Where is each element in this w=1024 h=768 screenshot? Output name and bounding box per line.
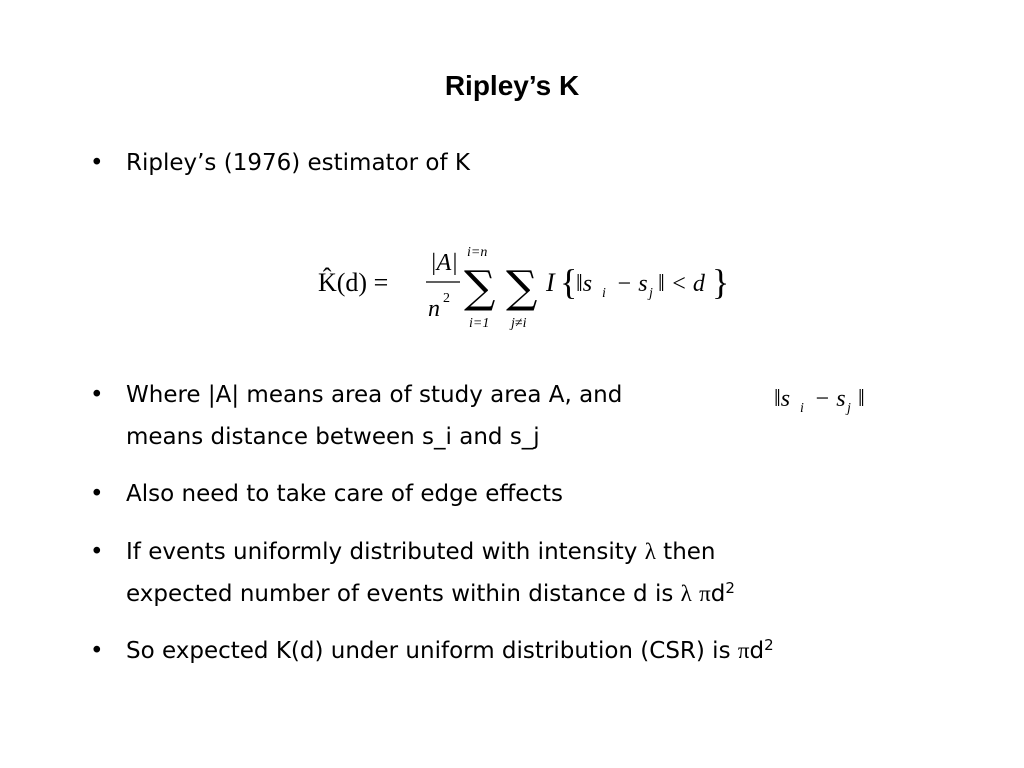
bullet-text-part: expected number of events within distance d is — [126, 581, 674, 607]
s-i-subscript: i — [602, 286, 606, 301]
bullet-text-line1: Where |A| means area of study area A, and — [126, 382, 623, 408]
indicator-function: I — [546, 268, 555, 297]
bullet-text-line1 — [126, 531, 950, 573]
slide-title: Ripley’s K — [444, 70, 580, 101]
bullet-marker: • — [90, 481, 104, 507]
bullet-item — [90, 531, 950, 615]
inline-norm-close: ‖ — [858, 386, 865, 412]
formula-lhs: K̂(d) = — [318, 268, 389, 297]
d-variable: d — [710, 581, 726, 607]
bullet-marker: • — [90, 539, 104, 565]
lambda-symbol: λ — [680, 581, 692, 606]
bullet-text — [126, 630, 950, 672]
bullet-marker: • — [90, 382, 104, 408]
denominator-exponent: 2 — [443, 291, 450, 306]
bullet-text-part: If events uniformly distributed with intensity — [126, 539, 638, 565]
s-j-subscript: j — [649, 286, 653, 301]
sum1-sigma: ∑ — [464, 262, 496, 313]
inline-minus-s: − s — [814, 386, 846, 412]
bullet-item — [90, 142, 950, 184]
bullet-text: Ripley’s (1976) estimator of K — [126, 150, 470, 176]
bullet-text-part: then — [663, 539, 716, 565]
bullet-item — [90, 473, 950, 515]
left-brace: { — [560, 262, 578, 302]
d-variable: d — [749, 638, 765, 664]
distance-norm-expression — [770, 372, 890, 422]
ripley-k-formula — [318, 234, 738, 334]
norm-graphic — [770, 372, 890, 422]
bullet-marker: • — [90, 150, 104, 176]
minus-s: − s — [616, 271, 648, 297]
bullet-marker: • — [90, 638, 104, 664]
bullet-text: Also need to take care of edge effects — [126, 481, 563, 507]
right-brace: } — [712, 262, 730, 302]
lambda-symbol: λ — [644, 539, 656, 564]
exponent: 2 — [725, 579, 735, 597]
formula-numerator: |A| — [430, 250, 458, 276]
inline-s-i-subscript: i — [800, 401, 804, 416]
pi-symbol: π — [699, 581, 711, 606]
bullet-item — [90, 630, 950, 672]
bullet-text-line2: means distance between s_i and s_j — [126, 424, 540, 450]
inline-s-j-subscript: j — [847, 401, 851, 416]
formula-graphic — [318, 234, 738, 334]
bullet-text-part: So expected K(d) under uniform distribution (CSR) is — [126, 638, 731, 664]
sum1-lower-limit: i=1 — [469, 316, 490, 331]
sum2-lower-limit: j≠i — [511, 316, 527, 331]
exponent: 2 — [764, 636, 774, 654]
pi-symbol: π — [737, 638, 750, 663]
inline-norm-open-s: ‖s — [774, 386, 791, 412]
sum1-upper-limit: i=n — [467, 245, 488, 260]
bullet-text-line2 — [126, 573, 950, 615]
sum2-sigma: ∑ — [506, 262, 538, 313]
norm-open-s: ‖s — [576, 271, 593, 297]
formula-denominator: n — [428, 296, 440, 322]
norm-close-lt-d: ‖ < d — [658, 271, 705, 297]
